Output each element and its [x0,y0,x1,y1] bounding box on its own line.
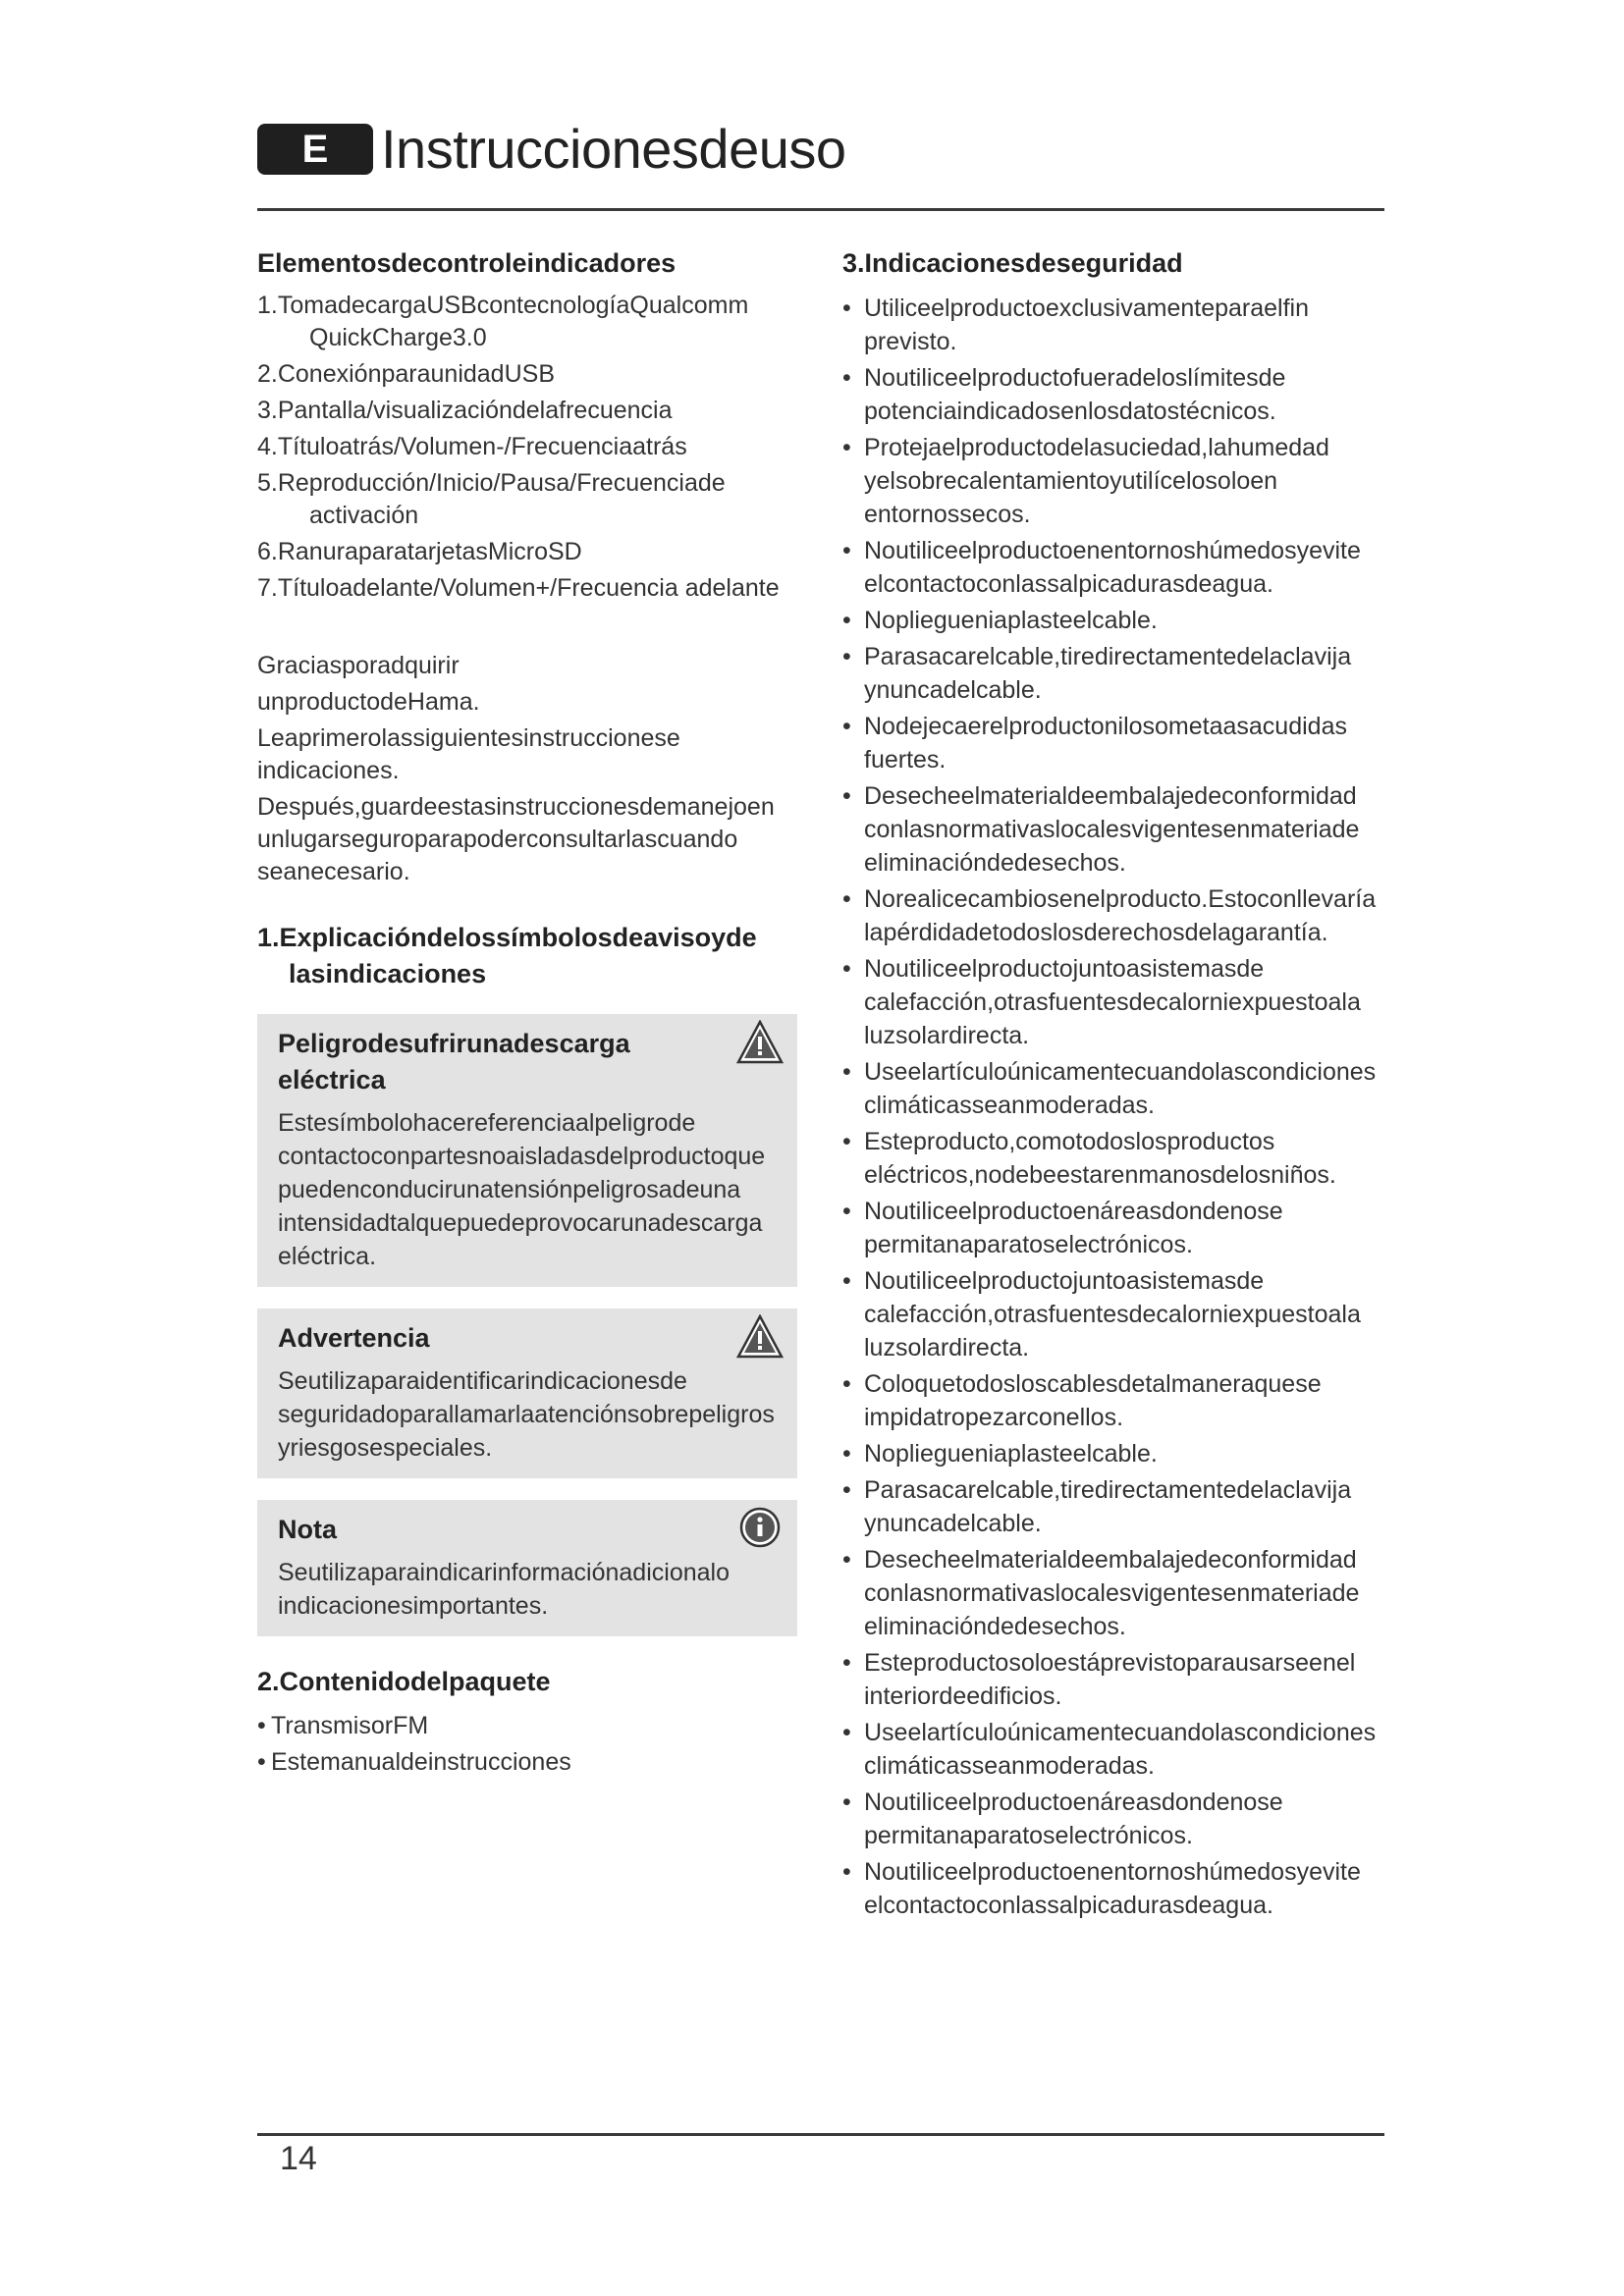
controls-item: 6.RanuraparatarjetasMicroSD [257,538,582,565]
list-item: • Coloquetodosloscablesdetalmaneraquese impidatropezarconellos. [842,1367,1387,1434]
list-item: • Nopliegueniaplasteelcable. [842,1437,1387,1470]
intro-text [257,650,797,888]
list-item: • Norealicecambiosenelproducto.Estoconllevaría lapérdidadetodoslosderechosdelagarantía. [842,882,1387,949]
intro-paragraph: unproductodeHama. [257,688,480,716]
list-item: • Noutiliceelproductojuntoasistemasde calefacción,otrasfuentesdecalorniexpuestoala luzsolardirecta. [842,952,1387,1052]
notice-text: Estesímbolohacereferenciaalpeligrode contactoconpartesnoaisladasdelproductoque puedenconducirunatensiónpeligrosadeuna intensidadtalquepuedeprovocarunadescarga eléctrica. [278,1109,766,1270]
list-item: • Parasacarelcable,tiredirectamentedelaclavija ynuncadelcable. [842,1473,1387,1540]
footer-divider [257,2133,1384,2136]
list-item: • Protejaelproductodelasuciedad,lahumedad yelsobrecalentamientoyutilícelosoloen entornossecos. [842,431,1387,531]
left-column [257,245,797,1783]
warning-triangle-icon [736,1020,784,1065]
section-1-heading: 1.Explicacióndelossímbolosdeavisoyde lasindicaciones [257,923,757,988]
safety-list [842,292,1387,1922]
page-title: Instruccionesdeuso [381,118,846,180]
list-item: • Esteproductosoloestáprevistoparausarseenel interiordeedificios. [842,1646,1387,1713]
notice-title: Nota [278,1515,337,1544]
note-notice [257,1500,797,1636]
list-item: • Nodejecaerelproductonilosometaasacudidas fuertes. [842,710,1387,776]
controls-item: 5.Reproducción/Inicio/Pausa/Frecuenciade activación [257,469,726,529]
notice-title: Advertencia [278,1323,430,1353]
list-item: • Parasacarelcable,tiredirectamentedelaclavija ynuncadelcable. [842,640,1387,707]
controls-heading: Elementosdecontroleindicadores [257,248,677,278]
page-number: 14 [280,2140,317,2177]
header-divider [257,208,1384,211]
package-contents-list [257,1710,797,1779]
list-item: • Noutiliceelproductoenentornoshúmedosyevite elcontactoconlassalpicadurasdeagua. [842,534,1387,601]
info-circle-icon [736,1506,784,1551]
list-item: • TransmisorFM [257,1710,797,1742]
list-item: • Estemanualdeinstrucciones [257,1746,797,1779]
page-header [257,118,846,180]
notice-title: Peligrodesufrirunadescarga eléctrica [278,1029,630,1095]
warning-triangle-icon [736,1314,784,1360]
section-3-heading: 3.Indicacionesdeseguridad [842,248,1183,278]
notice-text: Seutilizaparaindicarinformaciónadicionalo indicacionesimportantes. [278,1559,730,1620]
controls-item: 3.Pantalla/visualizacióndelafrecuencia [257,397,673,424]
list-item: • Useelartículoúnicamentecuandolascondiciones climáticasseanmoderadas. [842,1716,1387,1783]
electric-shock-notice [257,1014,797,1287]
section-2-heading: 2.Contenidodelpaquete [257,1667,551,1696]
controls-item: 7.Títuloadelante/Volumen+/Frecuencia adelante [257,574,780,602]
controls-item: 2.ConexiónparaunidadUSB [257,360,555,388]
warning-notice [257,1308,797,1478]
list-item: • Noutiliceelproductofueradeloslímitesde potenciaindicadosenlosdatostécnicos. [842,361,1387,428]
list-item: • Desecheelmaterialdeembalajedeconformidad conlasnormativaslocalesvigentesenmateriade eliminacióndedesechos. [842,779,1387,880]
list-item: • Nopliegueniaplasteelcable. [842,604,1387,637]
intro-paragraph: Leaprimerolassiguientesinstruccionese indicaciones. [257,724,680,784]
intro-paragraph: Después,guardeestasinstruccionesdemanejoen unlugarseguroparapoderconsultarlascuando seanecesario. [257,793,775,885]
controls-item: 1.TomadecargaUSBcontecnologíaQualcomm QuickCharge3.0 [257,292,749,351]
list-item: • Noutiliceelproductoenáreasdondenose permitanaparatoselectrónicos. [842,1786,1387,1852]
right-column [842,245,1387,1925]
intro-paragraph: Graciasporadquirir [257,652,460,679]
list-item: • Noutiliceelproductojuntoasistemasde calefacción,otrasfuentesdecalorniexpuestoala luzsolardirecta. [842,1264,1387,1364]
controls-list [257,290,797,605]
list-item: • Noutiliceelproductoenentornoshúmedosyevite elcontactoconlassalpicadurasdeagua. [842,1855,1387,1922]
list-item: • Esteproducto,comotodoslosproductos eléctricos,nodebeestarenmanosdelosniños. [842,1125,1387,1192]
list-item: • Useelartículoúnicamentecuandolascondiciones climáticasseanmoderadas. [842,1055,1387,1122]
controls-item: 4.Títuloatrás/Volumen-/Frecuenciaatrás [257,433,687,460]
list-item: • Desecheelmaterialdeembalajedeconformidad conlasnormativaslocalesvigentesenmateriade eliminacióndedesechos. [842,1543,1387,1643]
list-item: • Noutiliceelproductoenáreasdondenose permitanaparatoselectrónicos. [842,1195,1387,1261]
notice-text: Seutilizaparaidentificarindicacionesde seguridadoparallamarlaatenciónsobrepeligros yriesgosespeciales. [278,1367,775,1462]
list-item: • Utiliceelproductoexclusivamenteparaelfin previsto. [842,292,1387,358]
language-badge: E [257,124,373,175]
